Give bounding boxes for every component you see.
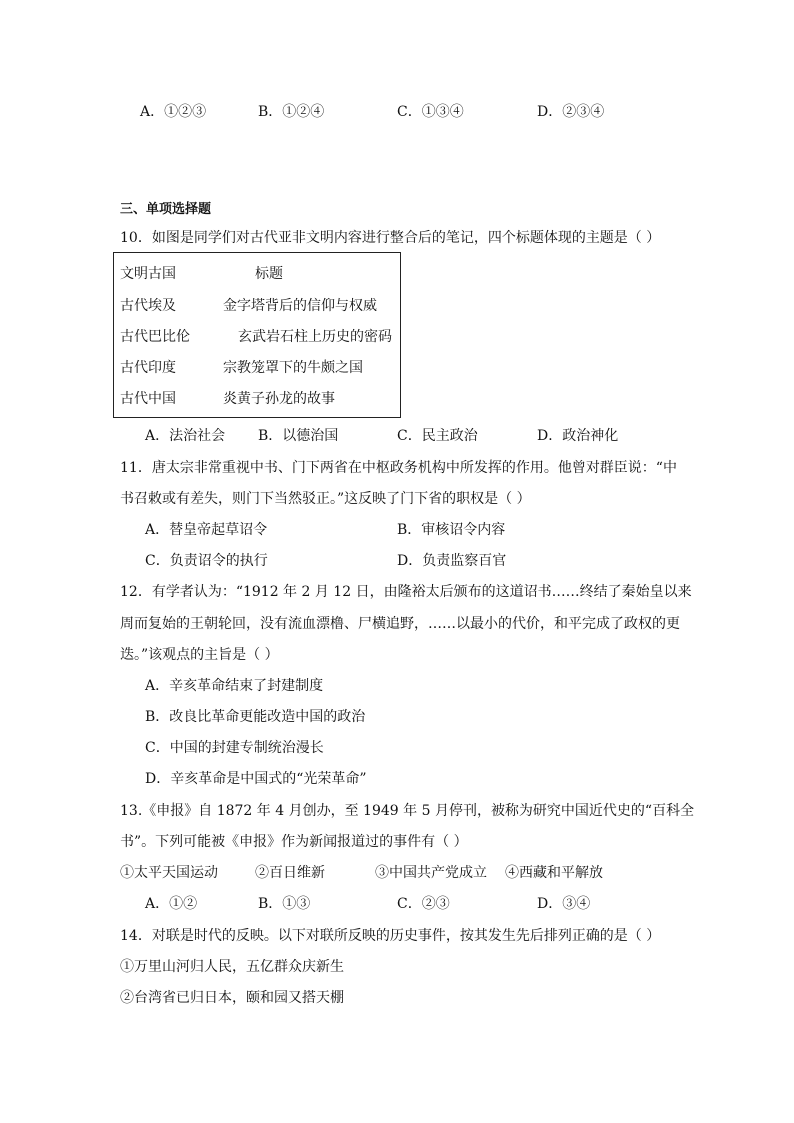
q9-option-d: D．②③④ xyxy=(537,104,605,120)
q13-stem: 书”。下列可能被《申报》作为新闻报道过的事件有（ ） xyxy=(120,834,468,850)
section-title: 三、单项选择题 xyxy=(120,202,212,217)
q13-item: ③中国共产党成立 xyxy=(375,865,487,881)
q14-stem: 14．对联是时代的反映。以下对联所反映的历史事件，按其发生先后排列正确的是（ ） xyxy=(120,928,661,944)
q13-option-d: D．③④ xyxy=(537,896,591,912)
q14-item: ②台湾省已归日本，颐和园又搭天棚 xyxy=(120,990,344,1006)
q12-option-b: B．改良比革命更能改造中国的政治 xyxy=(145,709,366,725)
q11-option-d: D．负责监察百官 xyxy=(397,553,507,569)
q11-stem: 书召敕或有差失，则门下当然驳正。”这反映了门下省的职权是（ ） xyxy=(120,491,531,507)
q13-item: ②百日维新 xyxy=(255,865,325,881)
q13-item: ①太平天国运动 xyxy=(120,865,218,881)
q12-stem: 迭。”该观点的主旨是（ ） xyxy=(120,647,279,663)
q12-option-d: D．辛亥革命是中国式的“光荣革命” xyxy=(145,771,367,787)
q10-stem: 10．如图是同学们对古代亚非文明内容进行整合后的笔记，四个标题体现的主题是（ ） xyxy=(120,230,661,246)
q9-option-c: C．①③④ xyxy=(397,104,464,120)
q10-row-title: 玄武岩石柱上历史的密码 xyxy=(238,329,392,345)
q12-stem: 12．有学者认为：“1912 年 2 月 12 日，由隆裕太后颁布的这道诏书……终结了秦始皇以来 xyxy=(120,584,692,600)
q10-row-country: 古代巴比伦 xyxy=(120,329,190,345)
q10-table-header-country: 文明古国 xyxy=(120,266,176,282)
q11-option-b: B．审核诏令内容 xyxy=(397,522,506,538)
q13-item: ④西藏和平解放 xyxy=(505,865,603,881)
q12-option-a: A．辛亥革命结束了封建制度 xyxy=(145,678,324,694)
q10-option-d: D．政治神化 xyxy=(537,428,619,444)
q13-option-a: A．①② xyxy=(145,896,198,912)
q13-stem: 13.《申报》自 1872 年 4 月创办，至 1949 年 5 月停刊，被称为研究中国近代史的“百科全 xyxy=(120,803,695,819)
q11-option-a: A．替皇帝起草诏令 xyxy=(145,522,268,538)
q11-stem: 11．唐太宗非常重视中书、门下两省在中枢政务机构中所发挥的作用。他曾对群臣说：“中 xyxy=(120,460,677,476)
q10-row-country: 古代印度 xyxy=(120,360,176,376)
q10-option-b: B．以德治国 xyxy=(258,428,339,444)
q10-row-country: 古代埃及 xyxy=(120,298,176,314)
q12-option-c: C．中国的封建专制统治漫长 xyxy=(145,740,324,756)
q9-option-b: B．①②④ xyxy=(258,104,325,120)
q10-row-title: 炎黄子孙龙的故事 xyxy=(223,391,335,407)
q10-row-country: 古代中国 xyxy=(120,391,176,407)
q13-option-b: B．①③ xyxy=(258,896,311,912)
q10-option-a: A．法治社会 xyxy=(145,428,226,444)
q9-option-a: A．①②③ xyxy=(140,104,207,120)
q10-table-header-title: 标题 xyxy=(255,266,283,282)
q13-option-c: C．②③ xyxy=(397,896,450,912)
q14-item: ①万里山河归人民，五亿群众庆新生 xyxy=(120,959,344,975)
q10-option-c: C．民主政治 xyxy=(397,428,478,444)
q11-option-c: C．负责诏令的执行 xyxy=(145,553,268,569)
q10-row-title: 金字塔背后的信仰与权威 xyxy=(223,298,377,314)
q10-row-title: 宗教笼罩下的牛颇之国 xyxy=(223,360,363,376)
q12-stem: 周而复始的王朝轮回，没有流血漂橹、尸横追野，……以最小的代价，和平完成了政权的更 xyxy=(120,616,680,632)
